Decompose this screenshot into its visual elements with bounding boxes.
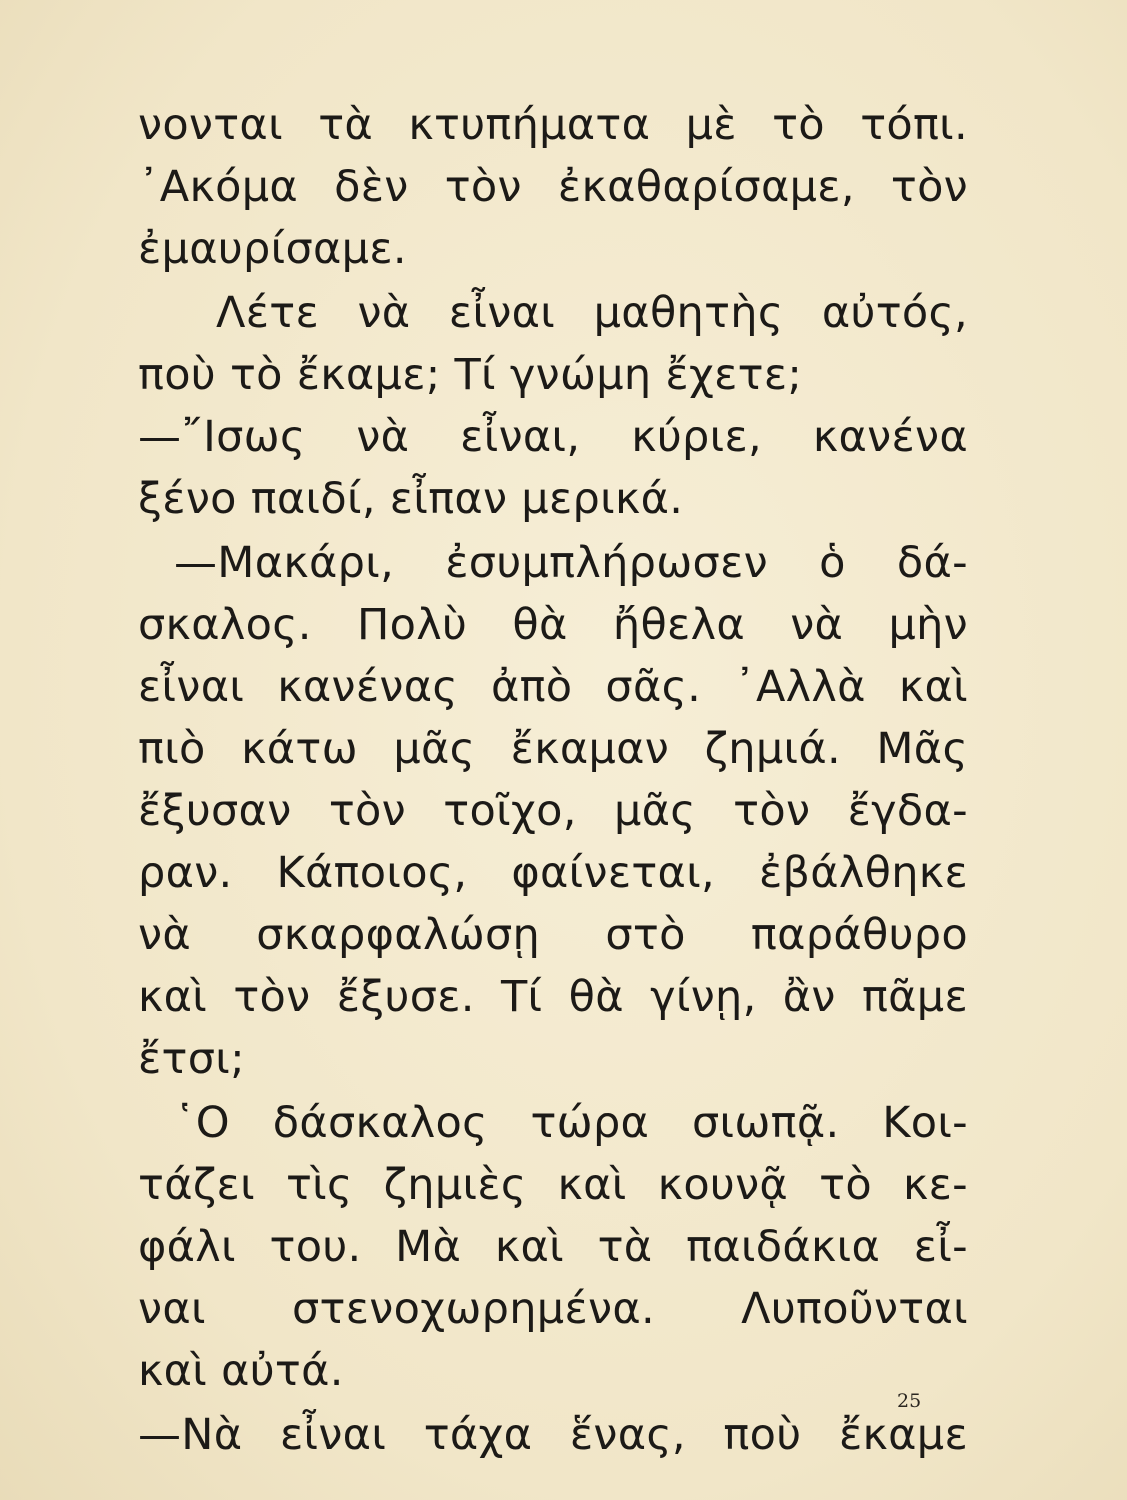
text-line-3: ἐμαυρίσαμε.	[138, 224, 407, 274]
text-line-10: εἶναι κανένας ἀπὸ σᾶς. ᾿Αλλὰ καὶ	[138, 662, 968, 712]
text-line-1: νονται τὰ κτυπήματα μὲ τὸ τόπι.	[138, 100, 968, 150]
text-line-4: Λέτε νὰ εἶναι μαθητὴς αὐτός,	[216, 288, 968, 338]
text-line-15: καὶ τὸν ἔξυσε. Τί θὰ γίνῃ, ἂν πᾶμε	[138, 972, 968, 1022]
text-line-5: ποὺ τὸ ἔκαμε; Τί γνώμη ἔχετε;	[138, 350, 803, 400]
text-line-16: ἔτσι;	[138, 1034, 245, 1084]
text-line-2: ᾿Ακόμα δὲν τὸν ἐκαθαρίσαμε, τὸν	[138, 162, 968, 212]
text-line-13: ραν. Κάποιος, φαίνεται, ἐβάλθηκε	[138, 848, 968, 898]
text-line-20: ναι στενοχωρημένα. Λυποῦνται	[138, 1284, 968, 1334]
text-line-18: τάζει τὶς ζημιὲς καὶ κουνᾷ τὸ κε-	[138, 1160, 968, 1210]
text-line-7: ξένο παιδί, εἶπαν μερικά.	[138, 474, 684, 524]
text-line-12: ἔξυσαν τὸν τοῖχο, μᾶς τὸν ἔγδα-	[138, 786, 968, 836]
text-line-14: νὰ σκαρφαλώσῃ στὸ παράθυρο	[138, 910, 968, 960]
text-line-6: —῎Ισως νὰ εἶναι, κύριε, κανένα	[138, 412, 968, 462]
text-line-11: πιὸ κάτω μᾶς ἔκαμαν ζημιά. Μᾶς	[138, 724, 968, 774]
text-line-8: —Μακάρι, ἐσυμπλήρωσεν ὁ δά-	[174, 538, 968, 588]
text-line-22: —Νὰ εἶναι τάχα ἕνας, ποὺ ἔκαμε	[138, 1410, 968, 1460]
text-line-19: φάλι του. Μὰ καὶ τὰ παιδάκια εἶ-	[138, 1222, 968, 1272]
page-number: 25	[897, 1390, 922, 1412]
text-line-9: σκαλος. Πολὺ θὰ ἤθελα νὰ μὴν	[138, 600, 968, 650]
text-line-17: ῾Ο δάσκαλος τώρα σιωπᾷ. Κοι-	[174, 1098, 968, 1148]
text-line-21: καὶ αὐτά.	[138, 1346, 344, 1396]
